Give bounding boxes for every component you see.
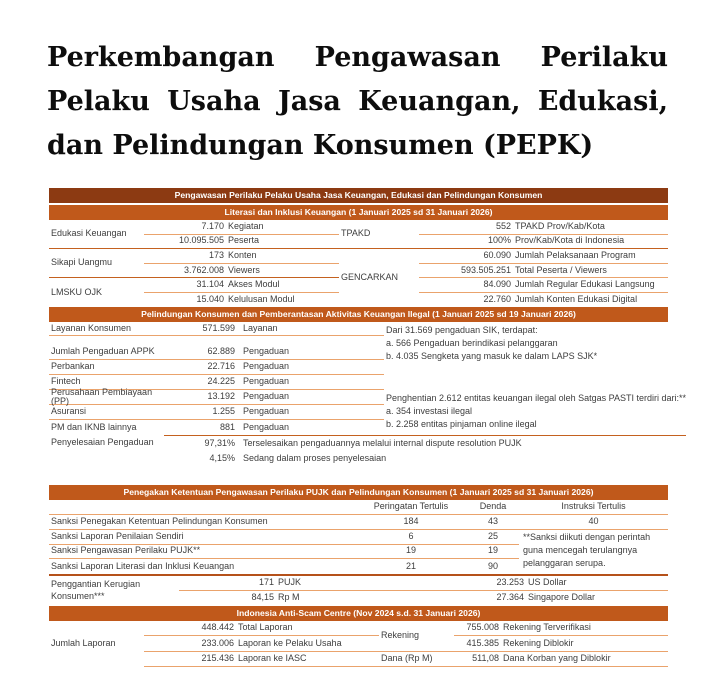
literasi-section-bar: Literasi dan Inklusi Keuangan (1 Januari 2025 sd 31 Januari 2026) <box>49 205 668 220</box>
stat-value <box>164 360 239 375</box>
stat-unit: Pengaduan <box>243 346 290 357</box>
stat-unit: TPAKD Prov/Kab/Kota <box>515 220 605 231</box>
sanksi-value: 90 <box>487 560 498 571</box>
stat-row <box>409 591 668 606</box>
stat-value: 415.385 <box>466 637 499 648</box>
stat-row <box>144 264 339 279</box>
satgas-note-line: Penghentian 2.612 entitas keuangan ilegal oleh Satgas PASTI terdiri dari:** <box>386 393 687 404</box>
row-label-penyelesaian: Penyelesaian Pengaduan <box>51 437 154 448</box>
pelindungan-grid <box>49 322 687 466</box>
stat-unit: Jumlah Regular Edukasi Langsung <box>515 279 655 290</box>
stat-value: 552 <box>495 220 511 231</box>
stat-value: 1.255 <box>212 406 235 417</box>
stat-row <box>419 293 668 308</box>
sanksi-value: 43 <box>467 515 519 530</box>
stat-unit <box>239 420 384 435</box>
resolution-text <box>239 451 686 466</box>
infographic-tables <box>49 188 687 667</box>
stat-row <box>144 621 379 637</box>
stat-value: 215.436 <box>201 653 234 663</box>
column-header-instruksi: Instruksi Tertulis <box>519 500 668 515</box>
stat-row <box>144 235 339 250</box>
stat-row <box>419 249 668 264</box>
stat-unit: Dana Korban yang Diblokir <box>503 653 611 663</box>
sik-note <box>384 322 686 360</box>
stat-unit <box>239 360 384 375</box>
sik-note-line: Dari 31.569 pengaduan SIK, terdapat: <box>386 325 538 336</box>
sanksi-row-label: Sanksi Laporan Literasi dan Inklusi Keuangan <box>51 560 235 571</box>
stat-row <box>454 652 668 668</box>
stat-value: 511,08 <box>472 653 499 663</box>
row-label-jumlah-laporan: Jumlah Laporan <box>51 638 116 648</box>
stat-value: 755.008 <box>466 622 499 632</box>
stat-unit: Rekening Diblokir <box>503 637 574 648</box>
stat-unit: Konten <box>228 249 257 260</box>
satgas-note-line: a. 354 investasi ilegal <box>386 406 473 417</box>
sik-note-line: b. 4.035 Sengketa yang masuk ke dalam LAPS SJK* <box>386 351 598 362</box>
stat-value: 100% <box>487 235 511 246</box>
spacer <box>49 466 668 485</box>
stat-row <box>419 220 668 235</box>
penegakan-section-bar: Penegakan Ketentuan Pengawasan Perilaku PUJK dan Pelindungan Konsumen (1 Januari 2025 sd 31 Januari 2026) <box>49 485 668 500</box>
stat-value: 13.192 <box>207 391 235 402</box>
stat-value: 62.889 <box>207 346 235 357</box>
stat-value: 31.104 <box>196 279 224 290</box>
page-title <box>47 36 668 168</box>
sanksi-row-label: Sanksi Penegakan Ketentuan Pelindungan Konsumen <box>49 515 355 530</box>
stat-value <box>164 345 239 360</box>
row-label: Layanan Konsumen <box>49 322 164 336</box>
stat-value <box>164 451 239 466</box>
sanksi-value: 184 <box>355 515 467 530</box>
penegakan-grid <box>49 500 668 573</box>
stat-value: 171 <box>258 576 274 587</box>
satgas-pasti-note <box>384 390 686 435</box>
sanksi-value: 19 <box>355 545 467 560</box>
stat-value: 4,15% <box>209 452 235 463</box>
stat-value: 22.716 <box>207 361 235 372</box>
stat-row <box>179 591 409 606</box>
row-label: PM dan IKNB lainnya <box>51 421 137 432</box>
sanksi-footnote: **Sanksi diikuti dengan perintah guna mencegah terulangnya pelanggaran serupa. <box>523 531 651 568</box>
stat-unit: Layanan <box>243 322 278 333</box>
pelindungan-section-bar: Pelindungan Konsumen dan Pemberantasan Aktivitas Keuangan Ilegal (1 Januari 2025 sd 19 Januari 2026) <box>49 307 668 322</box>
sanksi-row-label: Sanksi Laporan Penilaian Sendiri <box>49 530 355 545</box>
stat-unit <box>239 375 384 390</box>
stat-unit: Jumlah Pelaksanaan Program <box>515 249 636 260</box>
column-header-peringatan: Peringatan Tertulis <box>355 500 467 515</box>
sanksi-row-label: Sanksi Pengawasan Perilaku PUJK** <box>49 545 355 560</box>
stat-value: 60.090 <box>483 249 511 260</box>
row-label-rekening: Rekening <box>379 621 454 652</box>
kerugian-block <box>49 574 668 606</box>
stat-row <box>179 576 409 591</box>
row-label-gencarkan: GENCARKAN <box>341 272 399 283</box>
stat-value: 27.364 <box>496 592 524 603</box>
stat-unit <box>239 345 384 360</box>
stat-row <box>144 220 339 235</box>
stat-unit: Rp M <box>278 592 300 603</box>
row-label-dana: Dana (Rp M) <box>379 652 454 668</box>
row-label: Fintech <box>49 375 164 390</box>
sanksi-value: 40 <box>519 515 668 530</box>
row-label-penggantian-kerugian: Penggantian Kerugian Konsumen*** <box>51 578 141 601</box>
sanksi-value: 25 <box>467 530 519 545</box>
stat-value: 84,15 <box>251 592 274 603</box>
stat-row <box>454 636 668 652</box>
stat-unit <box>239 405 384 420</box>
stat-row <box>419 278 668 293</box>
satgas-note-line: b. 2.258 entitas pinjaman online ilegal <box>386 419 537 430</box>
stat-value: 23.253 <box>496 576 524 587</box>
row-label: Perusahaan Pembiayaan (PP) <box>49 390 164 405</box>
stat-unit: Laporan ke Pelaku Usaha <box>238 637 342 648</box>
stat-value: 84.090 <box>483 279 511 290</box>
stat-value: 571.599 <box>202 322 235 333</box>
stat-row <box>409 576 668 591</box>
stat-unit <box>239 322 384 336</box>
stat-value: 448.442 <box>201 622 234 632</box>
stat-value: 3.762.008 <box>183 264 224 275</box>
stat-unit: US Dollar <box>528 576 567 587</box>
stat-value: 22.760 <box>483 294 511 305</box>
document-page <box>0 36 717 689</box>
stat-value: 233.006 <box>201 637 234 648</box>
stat-unit: Total Peserta / Viewers <box>515 264 607 275</box>
page-title-line3: dan Pelindungan Konsumen (PEPK) <box>47 130 594 161</box>
stat-value: 881 <box>219 421 235 432</box>
stat-unit: PUJK <box>278 576 302 587</box>
stat-row <box>419 264 668 279</box>
stat-value <box>164 390 239 405</box>
sanksi-value: 19 <box>467 545 519 560</box>
stat-unit: Jumlah Konten Edukasi Digital <box>515 294 638 305</box>
row-label: Asuransi <box>49 405 164 420</box>
row-label-edukasi-keuangan: Edukasi Keuangan <box>49 220 144 249</box>
stat-value <box>164 420 239 435</box>
stat-unit <box>239 390 384 405</box>
stat-row <box>144 652 379 668</box>
column-header-empty <box>49 500 355 515</box>
page-title-line1: Perkembangan Pengawasan Perilaku <box>47 42 668 73</box>
iasc-grid <box>49 621 668 668</box>
stat-unit: Total Laporan <box>238 622 293 632</box>
stat-value <box>164 405 239 420</box>
stat-value: 173 <box>208 249 224 260</box>
stat-value <box>164 435 239 451</box>
stat-unit: Pengaduan <box>243 421 290 432</box>
stat-value: 593.505.251 <box>460 264 511 275</box>
row-label: Perbankan <box>49 360 164 375</box>
stat-unit: Singapore Dollar <box>528 592 596 603</box>
page-title-line2: Pelaku Usaha Jasa Keuangan, Edukasi, <box>47 86 668 117</box>
stat-row <box>419 235 668 250</box>
row-label-tpakd: TPAKD <box>339 220 419 249</box>
sanksi-value: 6 <box>355 530 467 545</box>
column-header-denda: Denda <box>467 500 519 515</box>
stat-unit: Prov/Kab/Kota di Indonesia <box>515 235 625 246</box>
resolution-text <box>239 435 686 451</box>
table1-header-bar: Pengawasan Perilaku Pelaku Usaha Jasa Keuangan, Edukasi dan Pelindungan Konsumen <box>49 188 668 203</box>
stat-unit: Terselesaikan pengaduannya melalui internal dispute resolution PUJK <box>243 437 522 448</box>
stat-value: 97,31% <box>204 437 235 448</box>
stat-unit: Kegiatan <box>228 220 264 231</box>
stat-unit: Viewers <box>228 264 260 275</box>
stat-value: 10.095.505 <box>178 235 224 246</box>
stat-unit: Pengaduan <box>243 361 290 372</box>
row-label-lmsku-ojk: LMSKU OJK <box>51 286 103 297</box>
stat-unit: Pengaduan <box>243 391 290 402</box>
row-label: Jumlah Pengaduan APPK <box>49 345 164 360</box>
stat-value: 7.170 <box>201 220 224 231</box>
stat-row <box>144 249 339 264</box>
stat-unit: Pengaduan <box>243 406 290 417</box>
stat-row <box>144 278 339 293</box>
stat-unit: Kelulusan Modul <box>228 294 295 305</box>
stat-unit: Pengaduan <box>243 376 290 387</box>
stat-value: 15.040 <box>196 294 224 305</box>
stat-unit: Laporan ke IASC <box>238 653 307 663</box>
stat-row <box>144 636 379 652</box>
sik-note-line: a. 566 Pengaduan berindikasi pelanggaran <box>386 338 558 349</box>
stat-value <box>164 322 239 336</box>
stat-unit: Rekening Terverifikasi <box>503 622 591 632</box>
iasc-section-bar: Indonesia Anti-Scam Centre (Nov 2024 s.d. 31 Januari 2026) <box>49 606 668 621</box>
literasi-grid <box>49 220 668 308</box>
sanksi-value: 21 <box>405 560 416 571</box>
stat-unit: Sedang dalam proses penyelesaian <box>243 452 387 463</box>
stat-row <box>144 293 339 308</box>
stat-row <box>454 621 668 637</box>
stat-value: 24.225 <box>207 376 235 387</box>
stat-unit: Akses Modul <box>228 279 280 290</box>
row-label-sikapi-uangmu: Sikapi Uangmu <box>49 249 144 278</box>
stat-value <box>164 375 239 390</box>
stat-unit: Peserta <box>228 235 260 246</box>
